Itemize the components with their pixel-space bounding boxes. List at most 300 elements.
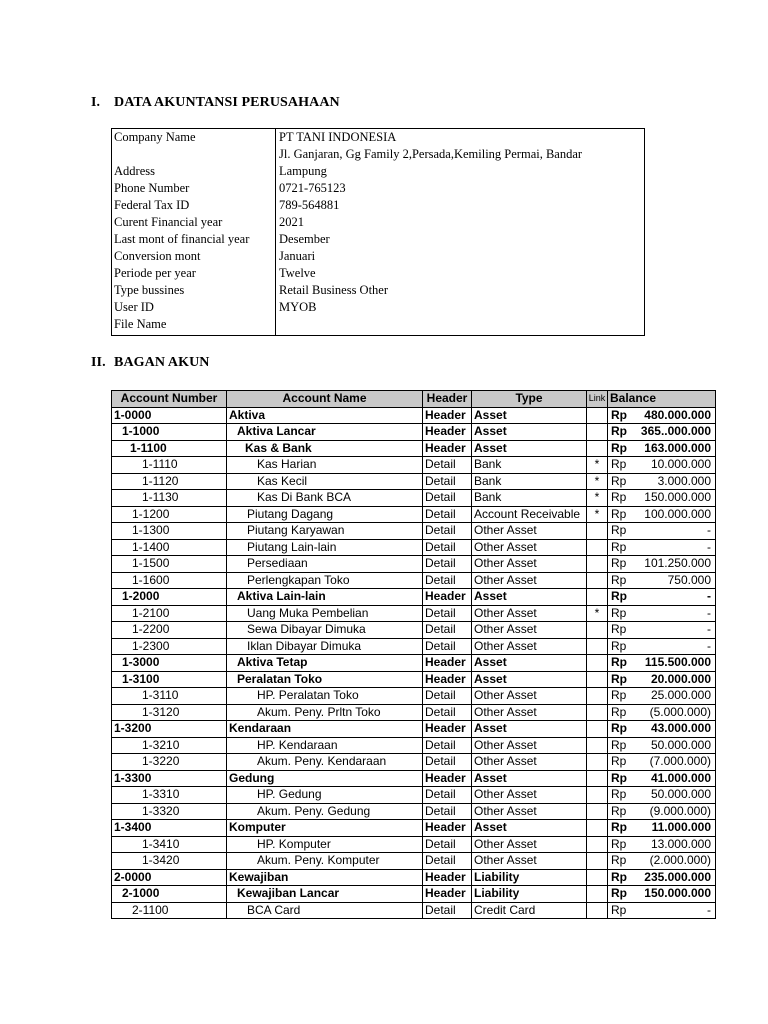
account-number-cell: 1-3210: [112, 737, 227, 754]
currency-label: Rp: [611, 704, 627, 719]
balance-amount: (9.000.000): [649, 803, 711, 818]
account-name-cell: Piutang Dagang: [227, 506, 423, 523]
balance-cell: [608, 506, 716, 523]
account-number-cell: 2-0000: [112, 869, 227, 886]
type-cell: Other Asset: [472, 853, 587, 870]
type-cell: Other Asset: [472, 622, 587, 639]
account-number-cell: 1-1100: [112, 440, 227, 457]
company-info-row: [112, 146, 644, 163]
balance-amount: 480.000.000: [644, 407, 711, 422]
type-cell: Bank: [472, 473, 587, 490]
account-number-cell: 1-1300: [112, 523, 227, 540]
balance-amount: 10.000.000: [650, 457, 711, 472]
balance-cell: [608, 572, 716, 589]
currency-label: Rp: [611, 655, 627, 670]
company-info-label: Federal Tax ID: [114, 198, 190, 212]
link-cell: [587, 539, 608, 556]
header-cell: Detail: [423, 853, 472, 870]
account-name-cell: HP. Gedung: [227, 787, 423, 804]
table-row: [112, 424, 716, 441]
company-info-row: [112, 248, 644, 265]
header-cell: Header: [423, 671, 472, 688]
balance-cell: [608, 787, 716, 804]
currency-label: Rp: [611, 869, 627, 884]
link-cell: [587, 754, 608, 771]
header-cell: Detail: [423, 556, 472, 573]
account-name-cell: Aktiva Tetap: [227, 655, 423, 672]
company-info-label: Type bussines: [114, 283, 185, 297]
account-name-cell: Kewajiban: [227, 869, 423, 886]
type-cell: Other Asset: [472, 737, 587, 754]
type-cell: Other Asset: [472, 803, 587, 820]
balance-cell: [608, 869, 716, 886]
account-number-cell: 1-1130: [112, 490, 227, 507]
balance-amount: 750.000: [667, 572, 711, 587]
company-info-value: Jl. Ganjaran, Gg Family 2,Persada,Kemiling Permai, Bandar: [279, 147, 583, 161]
link-cell: [587, 820, 608, 837]
balance-cell: [608, 803, 716, 820]
company-info-value: MYOB: [279, 300, 317, 314]
header-cell: Detail: [423, 787, 472, 804]
table-row: [112, 622, 716, 639]
account-number-cell: 1-3110: [112, 688, 227, 705]
header-cell: Header: [423, 655, 472, 672]
type-cell: Asset: [472, 770, 587, 787]
currency-label: Rp: [611, 820, 627, 835]
type-cell: Other Asset: [472, 556, 587, 573]
company-info-value: Lampung: [279, 164, 327, 178]
link-cell: [587, 688, 608, 705]
balance-amount: 13.000.000: [650, 836, 711, 851]
balance-amount: 163.000.000: [644, 440, 711, 455]
type-cell: Bank: [472, 490, 587, 507]
currency-label: Rp: [611, 671, 627, 686]
header-cell: Detail: [423, 605, 472, 622]
header-cell: Header: [423, 820, 472, 837]
section-2-number: II.: [91, 355, 106, 370]
link-cell: [587, 671, 608, 688]
account-number-cell: 2-1100: [112, 902, 227, 919]
balance-amount: 43.000.000: [650, 721, 711, 736]
type-cell: Account Receivable: [472, 506, 587, 523]
type-cell: Other Asset: [472, 539, 587, 556]
account-name-cell: Akum. Peny. Gedung: [227, 803, 423, 820]
account-name-cell: Kas Di Bank BCA: [227, 490, 423, 507]
company-info-value: 789-564881: [279, 198, 340, 212]
balance-amount: -: [707, 589, 711, 604]
col-header-balance: Balance: [608, 391, 716, 408]
link-cell: [587, 869, 608, 886]
col-header-link: Link: [587, 391, 608, 408]
account-number-cell: 1-2100: [112, 605, 227, 622]
header-cell: Header: [423, 589, 472, 606]
account-name-cell: Akum. Peny. Komputer: [227, 853, 423, 870]
type-cell: Other Asset: [472, 523, 587, 540]
type-cell: Other Asset: [472, 704, 587, 721]
link-cell: [587, 803, 608, 820]
company-info-row: [112, 299, 644, 316]
account-name-cell: Piutang Lain-lain: [227, 539, 423, 556]
table-row: [112, 407, 716, 424]
balance-cell: [608, 688, 716, 705]
type-cell: Other Asset: [472, 787, 587, 804]
table-row: [112, 506, 716, 523]
balance-cell: [608, 457, 716, 474]
company-info-row: [112, 282, 644, 299]
type-cell: Other Asset: [472, 836, 587, 853]
header-cell: Detail: [423, 803, 472, 820]
balance-amount: -: [707, 605, 711, 620]
section-1-heading: DATA AKUNTANSI PERUSAHAAN: [114, 95, 340, 110]
table-row: [112, 704, 716, 721]
account-number-cell: 1-1500: [112, 556, 227, 573]
link-cell: [587, 836, 608, 853]
header-cell: Header: [423, 424, 472, 441]
link-cell: [587, 589, 608, 606]
company-info-label: User ID: [114, 300, 154, 314]
company-info-label: Periode per year: [114, 266, 196, 280]
col-header-account-name: Account Name: [227, 391, 423, 408]
table-row: [112, 671, 716, 688]
balance-amount: 235.000.000: [644, 869, 711, 884]
account-name-cell: Aktiva: [227, 407, 423, 424]
header-cell: Detail: [423, 737, 472, 754]
currency-label: Rp: [611, 539, 627, 554]
account-number-cell: 1-3400: [112, 820, 227, 837]
account-name-cell: Aktiva Lain-lain: [227, 589, 423, 606]
account-name-cell: Gedung: [227, 770, 423, 787]
account-number-cell: 1-3200: [112, 721, 227, 738]
currency-label: Rp: [611, 886, 627, 901]
header-cell: Detail: [423, 704, 472, 721]
balance-amount: 101.250.000: [644, 556, 711, 571]
currency-label: Rp: [611, 490, 627, 505]
company-info-label: Company Name: [114, 130, 196, 144]
account-name-cell: Piutang Karyawan: [227, 523, 423, 540]
link-cell: [587, 902, 608, 919]
section-2-heading: BAGAN AKUN: [114, 355, 210, 370]
company-info-row: [112, 265, 644, 282]
type-cell: Credit Card: [472, 902, 587, 919]
balance-cell: [608, 589, 716, 606]
company-info-table: [111, 128, 645, 336]
balance-cell: [608, 886, 716, 903]
balance-amount: 365..000.000: [640, 424, 711, 439]
account-number-cell: 1-1110: [112, 457, 227, 474]
currency-label: Rp: [611, 787, 627, 802]
company-info-label: Phone Number: [114, 181, 190, 195]
link-cell: [587, 572, 608, 589]
balance-amount: 20.000.000: [650, 671, 711, 686]
chart-of-accounts-table: [111, 390, 716, 919]
account-number-cell: 2-1000: [112, 886, 227, 903]
table-row: [112, 721, 716, 738]
table-row: [112, 754, 716, 771]
balance-cell: [608, 671, 716, 688]
account-name-cell: Kendaraan: [227, 721, 423, 738]
link-cell: *: [587, 490, 608, 507]
account-name-cell: Uang Muka Pembelian: [227, 605, 423, 622]
table-row: [112, 853, 716, 870]
company-info-row: [112, 180, 644, 197]
account-name-cell: Kas & Bank: [227, 440, 423, 457]
link-cell: [587, 622, 608, 639]
balance-amount: 50.000.000: [650, 737, 711, 752]
header-cell: Header: [423, 886, 472, 903]
account-name-cell: HP. Peralatan Toko: [227, 688, 423, 705]
balance-cell: [608, 902, 716, 919]
currency-label: Rp: [611, 605, 627, 620]
account-name-cell: Aktiva Lancar: [227, 424, 423, 441]
link-cell: [587, 523, 608, 540]
company-info-value: 0721-765123: [279, 181, 346, 195]
balance-amount: -: [707, 902, 711, 917]
company-info-value: Januari: [279, 249, 316, 263]
balance-cell: [608, 737, 716, 754]
table-row: [112, 539, 716, 556]
currency-label: Rp: [611, 688, 627, 703]
company-info-row: [112, 231, 644, 248]
link-cell: *: [587, 473, 608, 490]
col-header-type: Type: [472, 391, 587, 408]
account-name-cell: HP. Komputer: [227, 836, 423, 853]
balance-amount: 11.000.000: [651, 820, 711, 835]
balance-amount: (2.000.000): [649, 853, 711, 868]
account-name-cell: HP. Kendaraan: [227, 737, 423, 754]
account-number-cell: 1-3320: [112, 803, 227, 820]
link-cell: [587, 440, 608, 457]
balance-amount: -: [707, 523, 711, 538]
company-info-row: [112, 316, 644, 333]
currency-label: Rp: [611, 902, 627, 917]
company-info-label: Conversion mont: [114, 249, 201, 263]
link-cell: [587, 655, 608, 672]
currency-label: Rp: [611, 424, 627, 439]
company-info-row: [112, 214, 644, 231]
type-cell: Other Asset: [472, 754, 587, 771]
currency-label: Rp: [611, 506, 627, 521]
balance-amount: 25.000.000: [650, 688, 711, 703]
currency-label: Rp: [611, 473, 627, 488]
balance-amount: 3.000.000: [657, 473, 711, 488]
col-header-header: Header: [423, 391, 472, 408]
currency-label: Rp: [611, 523, 627, 538]
company-info-label: File Name: [114, 317, 167, 331]
currency-label: Rp: [611, 457, 627, 472]
type-cell: Asset: [472, 424, 587, 441]
header-cell: Detail: [423, 457, 472, 474]
type-cell: Asset: [472, 589, 587, 606]
currency-label: Rp: [611, 737, 627, 752]
account-name-cell: Kewajiban Lancar: [227, 886, 423, 903]
company-info-value: PT TANI INDONESIA: [279, 130, 397, 144]
currency-label: Rp: [611, 721, 627, 736]
table-row: [112, 803, 716, 820]
header-cell: Detail: [423, 902, 472, 919]
type-cell: Other Asset: [472, 688, 587, 705]
table-row: [112, 886, 716, 903]
account-number-cell: 1-2200: [112, 622, 227, 639]
balance-cell: [608, 523, 716, 540]
table-row: [112, 605, 716, 622]
balance-amount: (5.000.000): [649, 704, 711, 719]
balance-amount: -: [707, 622, 711, 637]
col-header-account-number: Account Number: [112, 391, 227, 408]
section-1-number: I.: [91, 95, 101, 110]
currency-label: Rp: [611, 440, 627, 455]
type-cell: Liability: [472, 886, 587, 903]
table-row: [112, 820, 716, 837]
balance-amount: 41.000.000: [650, 770, 711, 785]
account-name-cell: Peralatan Toko: [227, 671, 423, 688]
section-2-title: [91, 355, 210, 371]
account-number-cell: 1-3300: [112, 770, 227, 787]
account-number-cell: 1-3000: [112, 655, 227, 672]
link-cell: [587, 424, 608, 441]
section-1-title: [91, 95, 340, 111]
balance-cell: [608, 770, 716, 787]
header-cell: Detail: [423, 539, 472, 556]
header-cell: Detail: [423, 836, 472, 853]
table-row: [112, 490, 716, 507]
table-row: [112, 638, 716, 655]
header-cell: Header: [423, 770, 472, 787]
account-number-cell: 1-3420: [112, 853, 227, 870]
table-row: [112, 770, 716, 787]
type-cell: Bank: [472, 457, 587, 474]
header-cell: Header: [423, 869, 472, 886]
table-row: [112, 737, 716, 754]
type-cell: Asset: [472, 671, 587, 688]
header-cell: Detail: [423, 638, 472, 655]
balance-amount: (7.000.000): [649, 754, 711, 769]
balance-cell: [608, 424, 716, 441]
company-info-value: Desember: [279, 232, 330, 246]
type-cell: Other Asset: [472, 572, 587, 589]
account-name-cell: Perlengkapan Toko: [227, 572, 423, 589]
currency-label: Rp: [611, 638, 627, 653]
account-name-cell: Akum. Peny. Prltn Toko: [227, 704, 423, 721]
account-name-cell: Iklan Dibayar Dimuka: [227, 638, 423, 655]
account-number-cell: 1-2300: [112, 638, 227, 655]
account-number-cell: 1-3220: [112, 754, 227, 771]
company-info-label: Address: [114, 164, 155, 178]
balance-cell: [608, 440, 716, 457]
company-info-row: [112, 129, 644, 146]
table-row: [112, 787, 716, 804]
header-cell: Detail: [423, 523, 472, 540]
type-cell: Other Asset: [472, 605, 587, 622]
link-cell: [587, 556, 608, 573]
table-row: [112, 523, 716, 540]
company-info-label: Curent Financial year: [114, 215, 223, 229]
balance-cell: [608, 853, 716, 870]
type-cell: Asset: [472, 440, 587, 457]
currency-label: Rp: [611, 803, 627, 818]
table-row: [112, 688, 716, 705]
balance-amount: 50.000.000: [650, 787, 711, 802]
header-cell: Detail: [423, 572, 472, 589]
account-name-cell: Kas Harian: [227, 457, 423, 474]
account-name-cell: Persediaan: [227, 556, 423, 573]
account-number-cell: 1-1000: [112, 424, 227, 441]
type-cell: Liability: [472, 869, 587, 886]
header-cell: Detail: [423, 622, 472, 639]
table-row: [112, 572, 716, 589]
account-name-cell: Sewa Dibayar Dimuka: [227, 622, 423, 639]
company-info-label: Last mont of financial year: [114, 232, 250, 246]
header-cell: Header: [423, 440, 472, 457]
currency-label: Rp: [611, 754, 627, 769]
account-number-cell: 1-1400: [112, 539, 227, 556]
header-cell: Detail: [423, 490, 472, 507]
table-row: [112, 556, 716, 573]
link-cell: [587, 704, 608, 721]
link-cell: *: [587, 605, 608, 622]
balance-cell: [608, 473, 716, 490]
currency-label: Rp: [611, 407, 627, 422]
balance-cell: [608, 704, 716, 721]
account-number-cell: 1-3120: [112, 704, 227, 721]
balance-cell: [608, 836, 716, 853]
header-cell: Header: [423, 721, 472, 738]
account-number-cell: 1-1200: [112, 506, 227, 523]
company-info-value: Retail Business Other: [279, 283, 389, 297]
company-info-value: 2021: [279, 215, 304, 229]
accounts-body: [112, 407, 716, 919]
type-cell: Other Asset: [472, 638, 587, 655]
balance-cell: [608, 638, 716, 655]
balance-cell: [608, 721, 716, 738]
balance-cell: [608, 539, 716, 556]
balance-amount: 150.000.000: [644, 886, 711, 901]
balance-cell: [608, 490, 716, 507]
account-number-cell: 1-0000: [112, 407, 227, 424]
link-cell: [587, 770, 608, 787]
link-cell: *: [587, 506, 608, 523]
account-number-cell: 1-1120: [112, 473, 227, 490]
type-cell: Asset: [472, 820, 587, 837]
currency-label: Rp: [611, 836, 627, 851]
table-row: [112, 655, 716, 672]
type-cell: Asset: [472, 655, 587, 672]
table-row: [112, 473, 716, 490]
account-name-cell: Komputer: [227, 820, 423, 837]
link-cell: [587, 638, 608, 655]
company-info-row: [112, 197, 644, 214]
account-number-cell: 1-3100: [112, 671, 227, 688]
table-row: [112, 440, 716, 457]
table-row: [112, 589, 716, 606]
header-cell: Header: [423, 407, 472, 424]
balance-cell: [608, 655, 716, 672]
currency-label: Rp: [611, 853, 627, 868]
balance-amount: -: [707, 539, 711, 554]
account-number-cell: 1-1600: [112, 572, 227, 589]
balance-cell: [608, 556, 716, 573]
account-number-cell: 1-3410: [112, 836, 227, 853]
link-cell: [587, 407, 608, 424]
balance-cell: [608, 622, 716, 639]
account-name-cell: BCA Card: [227, 902, 423, 919]
header-cell: Detail: [423, 473, 472, 490]
currency-label: Rp: [611, 589, 627, 604]
link-cell: [587, 737, 608, 754]
link-cell: *: [587, 457, 608, 474]
link-cell: [587, 721, 608, 738]
balance-amount: 150.000.000: [644, 490, 711, 505]
balance-cell: [608, 605, 716, 622]
